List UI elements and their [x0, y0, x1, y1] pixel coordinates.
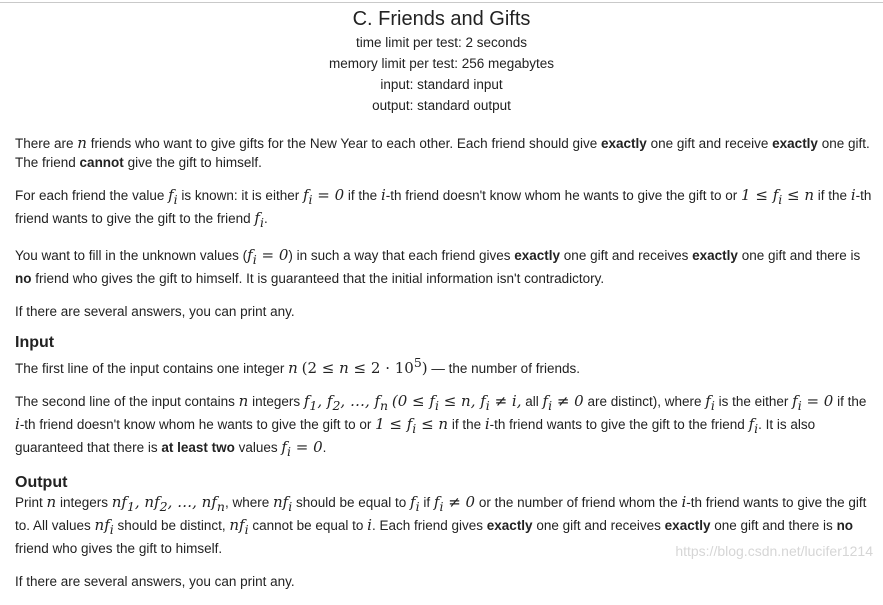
problem-header	[0, 4, 883, 116]
statement-paragraph-1	[15, 134, 875, 172]
text: friend who gives the gift to himself.	[15, 541, 223, 556]
statement-paragraph-4: If there are several answers, you can print any.	[15, 304, 295, 319]
text: are distinct), where	[583, 394, 706, 409]
statement-paragraph-3	[15, 246, 875, 288]
bold-exactly: exactly	[664, 518, 711, 533]
text: one gift. The friend	[15, 136, 870, 170]
memory-limit: memory limit per test: 256 megabytes	[328, 56, 555, 71]
math-i: i	[367, 516, 372, 534]
math-fi-eq-0: $f_i = 0$	[792, 392, 834, 413]
text: or the number of friend whom the	[475, 495, 682, 510]
watermark: https://blog.csdn.net/lucifer1214	[675, 543, 873, 559]
math-condition: ($0 \le f_i \le n$, $f_i \ne i$,	[391, 392, 522, 413]
math-fi-eq-0: $f_i = 0$	[247, 246, 289, 267]
math-i: i	[380, 186, 386, 204]
bold-no: no	[836, 518, 854, 533]
text: if the	[344, 188, 381, 203]
problem-title: C. Friends and Gifts	[352, 8, 531, 30]
math-fi: $f_i$	[748, 415, 759, 436]
text: should be distinct,	[113, 518, 230, 533]
bold-exactly: exactly	[514, 248, 561, 263]
text: ) in such a way that each friend gives	[288, 248, 515, 263]
text: . It is also guaranteed that there is	[15, 417, 816, 455]
text: You want to fill in the unknown values (	[15, 248, 248, 263]
text: all	[521, 394, 543, 409]
text: integers	[56, 495, 112, 510]
bold-exactly: exactly	[692, 248, 738, 263]
text: one gift and there is	[710, 518, 837, 533]
math-n: n	[288, 359, 298, 377]
text: .	[322, 440, 327, 455]
bold-cannot: cannot	[79, 155, 124, 170]
statement-paragraph-2	[15, 186, 875, 232]
output-file: output: standard output	[372, 98, 511, 113]
text: should be equal to	[292, 495, 411, 510]
math-fi-eq-0: $f_i = 0$	[281, 438, 323, 459]
math-i: i	[15, 415, 20, 433]
time-limit: time limit per test: 2 seconds	[355, 35, 528, 50]
math-sequence: $f_1$, $f_2$, …, $f_n$	[303, 392, 389, 413]
top-divider	[0, 2, 883, 3]
text: friends who want to give gifts for the New Year to each other. Each friend should give	[86, 136, 602, 151]
text: -th friend doesn't know whom he wants to give the gift to or	[19, 417, 376, 432]
input-file: input: standard input	[380, 77, 503, 92]
text: if the	[814, 188, 851, 203]
math-nf-sequence: $nf_1$, $nf_2$, …, $nf_n$	[111, 493, 225, 514]
text: -th friend doesn't know whom he wants to give the gift to or	[385, 188, 742, 203]
math-fi: $f_i$	[168, 186, 178, 207]
text: one gift and receive	[646, 136, 773, 151]
bold-no: no	[15, 271, 32, 286]
text: integers	[248, 394, 304, 409]
text: is known: it is either	[177, 188, 303, 203]
math-nfi: $nf_i$	[229, 516, 249, 537]
text: one gift and receives	[532, 518, 665, 533]
math-fi: $f_i$	[705, 392, 715, 413]
text: For each friend the value	[15, 188, 169, 203]
math-fi-eq-0: $f_i = 0$	[302, 186, 345, 207]
math-i: i	[484, 415, 490, 433]
text: if the	[448, 417, 485, 432]
text: cannot be equal to	[248, 518, 368, 533]
bold-exactly: exactly	[601, 136, 647, 151]
text: There are	[15, 136, 78, 151]
problem-statement	[15, 134, 875, 605]
text: if the	[833, 394, 867, 409]
text: friend who gives the gift to himself. It is guaranteed that the initial information isn't contradictory.	[31, 271, 605, 286]
text: give the gift to himself.	[123, 155, 262, 170]
input-heading: Input	[15, 334, 55, 351]
text: -th friend wants to give the gift to the friend	[489, 417, 749, 432]
math-i: i	[850, 186, 856, 204]
math-n: n	[46, 493, 57, 511]
text: values	[234, 440, 282, 455]
text: if	[419, 495, 434, 510]
bold-exactly: exactly	[772, 136, 818, 151]
text: , where	[224, 495, 273, 510]
math-fi-neq-0: $f_i \ne 0$	[433, 493, 476, 514]
text: The second line of the input contains	[15, 394, 239, 409]
text: — the number of friends.	[427, 361, 580, 376]
text: is the either	[714, 394, 793, 409]
math-fi-neq-0: $f_i \ne 0$	[542, 392, 584, 413]
math-range: $1 \le f_i \le n$	[375, 415, 449, 436]
math-i: i	[681, 493, 687, 511]
input-paragraph-1	[15, 353, 875, 378]
bold-at-least-two: at least two	[161, 440, 235, 455]
output-paragraph-2: If there are several answers, you can print any.	[15, 574, 295, 589]
output-heading: Output	[15, 474, 68, 491]
math-range: $1 \le f_i \le n$	[741, 186, 815, 207]
text: one gift and there is	[737, 248, 861, 263]
text: The first line of the input contains one integer	[15, 361, 289, 376]
text: -th friend wants to give the gift to. All values	[15, 495, 867, 533]
math-n: n	[77, 134, 87, 152]
text: .	[263, 211, 268, 226]
input-paragraph-2	[15, 392, 875, 461]
math-fi: $f_i$	[410, 493, 420, 514]
text: Print	[15, 495, 47, 510]
text: . Each friend gives	[371, 518, 487, 533]
math-nfi: $nf_i$	[94, 516, 114, 537]
text: one gift and receives	[560, 248, 693, 263]
math-nfi: $nf_i$	[272, 493, 293, 514]
text: -th friend wants to give the gift to the friend	[15, 188, 872, 226]
math-fi: $f_i$	[254, 209, 264, 230]
math-n-range: $(2 \le n \le 2 \cdot 10^5)$	[301, 355, 428, 377]
bold-exactly: exactly	[486, 518, 533, 533]
math-n: n	[238, 392, 249, 410]
